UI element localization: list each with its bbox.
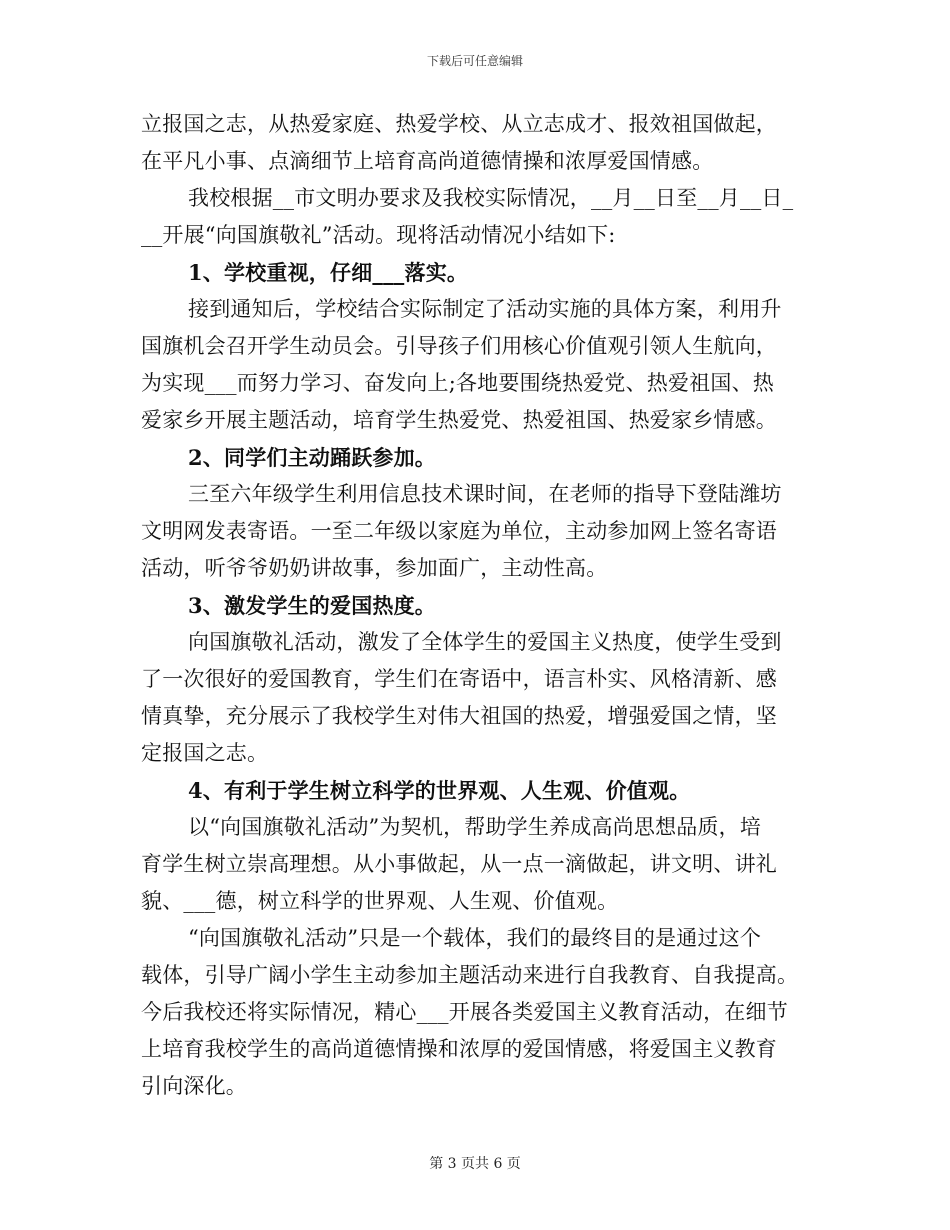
text-line: 载体，引导广阔小学生主动参加主题活动来进行自我教育、自我提高。: [141, 963, 799, 987]
text-line: 今后我校还将实际情况，精心___开展各类爱国主义教育活动，在细节: [141, 1000, 788, 1024]
page-header: 下载后可任意编辑: [426, 54, 523, 68]
section-heading-2: 2、同学们主动踊跃参加。: [188, 445, 437, 470]
text-line: 立报国之志，从热爱家庭、热爱学校、从立志成才、报效祖国做起，: [141, 112, 777, 136]
text-line: 在平凡小事、点滴细节上培育高尚道德情操和浓厚爱国情感。: [141, 149, 714, 173]
document-body: [141, 106, 811, 1105]
text-line: 引向深化。: [141, 1074, 247, 1098]
text-line: 爱家乡开展主题活动，培育学生热爱党、热爱祖国、热爱家乡情感。: [141, 408, 777, 432]
paragraph-start-line: “向国旗敬礼活动”只是一个载体，我们的最终目的是通过这个: [188, 926, 762, 950]
text-line: 国旗机会召开学生动员会。引导孩子们用核心价值观引领人生航向，: [141, 334, 777, 358]
text-line: 定报国之志。: [141, 741, 269, 765]
paragraph-start-line: 向国旗敬礼活动，激发了全体学生的爱国主义热度，使学生受到: [188, 630, 782, 654]
text-line: 上培育我校学生的高尚道德情操和浓厚的爱国情感，将爱国主义教育: [141, 1037, 777, 1061]
text-line: 情真挚，充分展示了我校学生对伟大祖国的热爱，增强爱国之情，坚: [141, 704, 777, 728]
text-line: __开展“向国旗敬礼”活动。现将活动情况小结如下:: [141, 223, 616, 247]
text-line: 育学生树立崇高理想。从小事做起，从一点一滴做起，讲文明、讲礼: [141, 852, 777, 876]
text-line: 为实现___而努力学习、奋发向上;各地要围绕热爱党、热爱祖国、热: [141, 371, 774, 395]
paragraph-start-line: 接到通知后，学校结合实际制定了活动实施的具体方案，利用升: [188, 297, 782, 321]
text-line: 了一次很好的爱国教育，学生们在寄语中，语言朴实、风格清新、感: [141, 667, 777, 691]
paragraph-start-line: 三至六年级学生利用信息技术课时间，在老师的指导下登陆潍坊: [188, 482, 782, 506]
text-line: 文明网发表寄语。一至二年级以家庭为单位，主动参加网上签名寄语: [141, 519, 777, 543]
section-heading-3: 3、激发学生的爱国热度。: [188, 593, 437, 618]
paragraph-start-line: 我校根据__市文明办要求及我校实际情况，__月__日至__月__日_: [188, 186, 794, 210]
paragraph-start-line: 以“向国旗敬礼活动”为契机，帮助学生养成高尚思想品质，培: [188, 815, 762, 839]
section-heading-1: 1、学校重视，仔细___落实。: [188, 260, 469, 285]
page-footer: 第 3 页共 6 页: [429, 1156, 521, 1172]
text-line: 貌、___德，树立科学的世界观、人生观、价值观。: [141, 889, 619, 913]
section-heading-4: 4、有利于学生树立科学的世界观、人生观、价值观。: [188, 778, 691, 803]
text-line: 活动，听爷爷奶奶讲故事，参加面广，主动性高。: [141, 556, 608, 580]
